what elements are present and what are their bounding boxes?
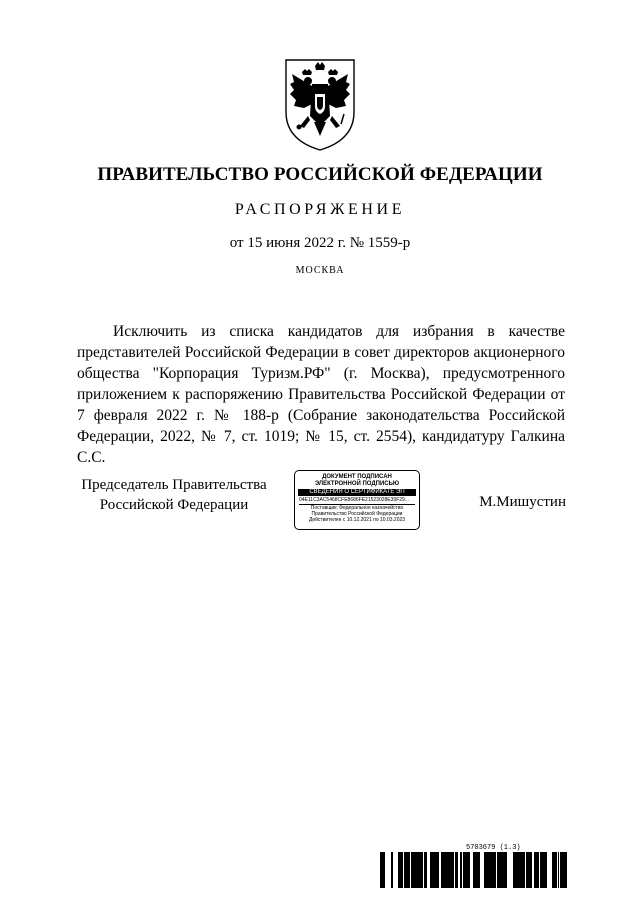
russian-coat-of-arms-icon bbox=[282, 56, 358, 152]
stamp-certificate-bar: СВЕДЕНИЯ О СЕРТИФИКАТЕ ЭП bbox=[298, 489, 416, 496]
document-body bbox=[77, 321, 565, 468]
stamp-supplier-line1: Поставщик: Федеральное казначейство bbox=[310, 505, 404, 511]
signer-title bbox=[72, 475, 276, 515]
signer-title-line1: Председатель Правительства bbox=[81, 477, 267, 493]
electronic-signature-stamp bbox=[294, 470, 420, 530]
body-paragraph: Исключить из списка кандидатов для избрания в качестве представителей Российской Федерации в совет директоров акционерного общества "Корпорация Туризм.РФ" (г. Москва), предусмотренного приложением к распоряжению Правительства Российской Федерации от 7 февраля 2022 г. № 188-р (Собрание законодательства Российской Федерации, 2022, № 7, ст. 1019; № 15, ст. 2554), кандидатуру Галкина С.С. bbox=[77, 323, 565, 466]
stamp-line2: ЭЛЕКТРОННОЙ ПОДПИСЬЮ bbox=[314, 481, 400, 487]
document-date-number: от 15 июня 2022 г. № 1559-р bbox=[229, 235, 411, 251]
barcode-icon bbox=[380, 852, 568, 888]
stamp-supplier-line2: Правительство Российской Федерации bbox=[311, 511, 403, 517]
document-type: РАСПОРЯЖЕНИЕ bbox=[234, 201, 406, 218]
stamp-validity: Действителен с 10.12.2021 по 10.03.2023 bbox=[308, 517, 406, 523]
barcode-number: 5703679 (1.3) bbox=[466, 844, 521, 852]
signer-title-line2: Российской Федерации bbox=[99, 497, 249, 513]
government-title: ПРАВИТЕЛЬСТВО РОССИЙСКОЙ ФЕДЕРАЦИИ bbox=[97, 164, 543, 185]
stamp-serial: 04E11C3AC5468CFE8686FE21523028E39F29... bbox=[299, 497, 409, 503]
signer-name: М.Мишустин bbox=[479, 494, 566, 510]
document-city: МОСКВА bbox=[295, 265, 345, 276]
stamp-line1: ДОКУМЕНТ ПОДПИСАН bbox=[322, 474, 392, 480]
